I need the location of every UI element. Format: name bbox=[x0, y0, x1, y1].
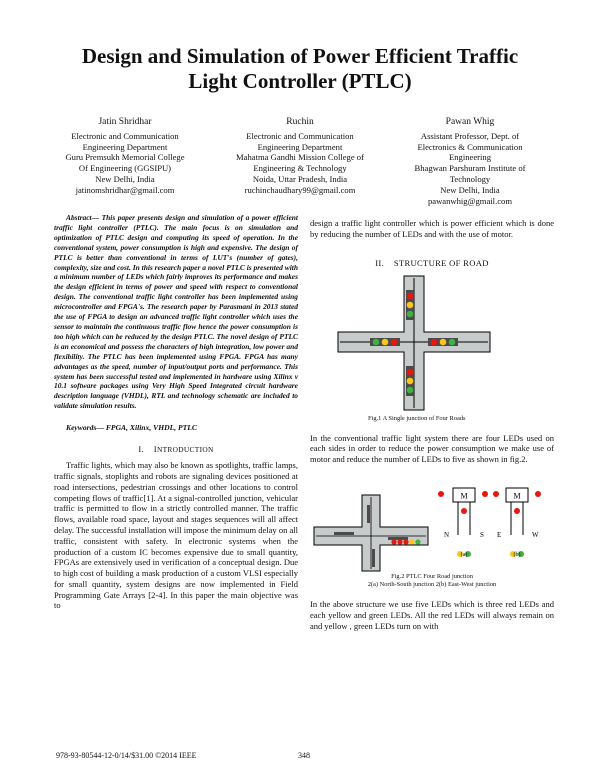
author-2-affil-1: Electronic and Communication bbox=[246, 130, 354, 141]
section-heading-structure bbox=[310, 258, 554, 268]
fig2b-sublabel: (b) bbox=[513, 551, 521, 558]
west-red-light bbox=[391, 338, 398, 345]
section-2-number: II. bbox=[375, 257, 385, 268]
signal-west bbox=[370, 338, 400, 346]
right-paragraph-3: In the above structure we use five LEDs which is three red LEDs and each yellow and green LEDs. All the red LEDs will always remain on and yellow , green LEDs turn on with bbox=[310, 598, 554, 631]
author-1-email: jatinomshridhar@gmail.com bbox=[75, 184, 175, 195]
author-3-affil-5: Technology bbox=[449, 173, 491, 184]
west-green-light bbox=[373, 338, 380, 345]
fig2-pole-south bbox=[372, 549, 375, 567]
fig2-signal-a bbox=[438, 488, 488, 558]
figure-2-caption-line-2: 2(a) North-South junction 2(b) East-West junction bbox=[367, 580, 497, 588]
fig2-junction bbox=[314, 495, 428, 571]
south-yellow-light bbox=[407, 377, 414, 384]
author-1-affil-1: Electronic and Communication bbox=[71, 130, 179, 141]
keywords: Keywords— FPGA, Xilinx, VHDL, PTLC bbox=[66, 423, 197, 433]
section-1-number: I. bbox=[138, 444, 144, 455]
page-number: 348 bbox=[298, 751, 310, 760]
fig2a-sublabel: (a) bbox=[460, 551, 468, 558]
figure-1 bbox=[310, 274, 554, 414]
west-yellow-light bbox=[382, 338, 389, 345]
title-line-2: Light Controller (PTLC) bbox=[188, 69, 412, 93]
author-1-affil-4: Of Engineering (GGSIPU) bbox=[78, 163, 172, 174]
figure-1-diagram bbox=[310, 274, 554, 414]
author-2-affil-2: Engineering Department bbox=[257, 141, 343, 152]
author-3-location: New Delhi, India bbox=[440, 184, 500, 195]
signal-north bbox=[406, 290, 414, 320]
section-heading-introduction bbox=[54, 444, 298, 454]
author-2-email: ruchinchaudhary99@gmail.com bbox=[244, 184, 356, 195]
fig2b-label-w: W bbox=[532, 530, 539, 539]
fig2-junction-yellow bbox=[409, 539, 414, 544]
author-3 bbox=[385, 117, 555, 206]
fig2a-label-s: S bbox=[480, 530, 484, 539]
author-2 bbox=[215, 117, 385, 196]
fig2-junction-red-2 bbox=[397, 539, 402, 544]
east-yellow-light bbox=[440, 338, 447, 345]
fig2-pole-north bbox=[367, 505, 370, 523]
introduction-paragraph: Traffic lights, which may also be known as spotlights, traffic lamps, traffic signals, stoplights and robots are signaling devices positioned at road intersections, pedestrian crossings and other locations to control competing flows of traffic[1]. At a signal-controlled junction, vehicular traffic is permitted to flow in a strictly controlled manner. The traffic flows, available road space, layout and stages sequences will all affect delay. The successful installation will impose the minimum delay on all traffic, consistent with safety. In electronic systems when the production of a custom IC becomes expensive due to small quantity, FPGAs are extensively used in verification of a conceptual design. Due to high cost of building a mask production of a custom VLSI especially for small quantity, system designs are now implemented in Field Programming Gate Arrays [2-4]. In this paper the main objective was to bbox=[54, 460, 298, 611]
author-1-location: New Delhi, India bbox=[95, 173, 155, 184]
author-3-name: Pawan Whig bbox=[445, 117, 495, 127]
north-red-light bbox=[407, 292, 414, 299]
footer-isbn: 978-93-80544-12-0/14/$31.00 ©2014 IEEE bbox=[56, 751, 197, 760]
author-2-name: Ruchin bbox=[286, 117, 314, 127]
north-yellow-light bbox=[407, 301, 414, 308]
section-2-title: STRUCTURE OF ROAD bbox=[393, 257, 489, 268]
right-paragraph-1: design a traffic light controller which is power efficient which is done by reducing the number of LEDs and with the use of motor. bbox=[310, 218, 554, 239]
author-3-affil-3: Engineering bbox=[449, 152, 491, 163]
author-3-email: pawanwhig@gmail.com bbox=[427, 195, 513, 206]
fig2b-red-bottom bbox=[514, 508, 520, 514]
signal-east bbox=[428, 338, 458, 346]
author-2-affil-4: Engineering & Technology bbox=[253, 163, 347, 174]
author-1-affil-3: Guru Premsukh Memorial College bbox=[65, 152, 185, 163]
section-1-initial: I bbox=[153, 444, 157, 455]
author-1-name: Jatin Shridhar bbox=[98, 117, 152, 127]
fig2-junction-green bbox=[415, 539, 420, 544]
fig2-junction-red-3 bbox=[403, 539, 408, 544]
fig2a-red-bottom bbox=[461, 508, 467, 514]
south-red-light bbox=[407, 368, 414, 375]
fig2-signal-b bbox=[493, 488, 541, 558]
fig2-pole-east bbox=[388, 537, 408, 540]
section-1-title-rest: NTRODUCTION bbox=[156, 445, 214, 455]
fig2b-red-right bbox=[535, 491, 541, 497]
author-1-affil-2: Engineering Department bbox=[82, 141, 168, 152]
author-3-affil-4: Bhagwan Parshuram Institute of bbox=[414, 163, 526, 174]
fig2a-label-n: N bbox=[444, 530, 450, 539]
figure-2 bbox=[310, 471, 554, 573]
fig2b-red-left bbox=[493, 491, 499, 497]
author-2-affil-3: Mahatma Gandhi Mission College of bbox=[236, 152, 364, 163]
figure-2-diagram bbox=[310, 471, 554, 573]
signal-south bbox=[406, 366, 414, 396]
paper-title bbox=[40, 44, 560, 94]
fig2a-motor-label: M bbox=[460, 491, 468, 501]
author-2-location: Noida, Uttar Pradesh, India bbox=[252, 173, 348, 184]
fig2-pole-west bbox=[334, 532, 354, 535]
figure-1-caption: Fig.1 A Single junction of Four Roads bbox=[368, 414, 466, 422]
left-column bbox=[54, 213, 298, 611]
fig2b-label-e: E bbox=[497, 530, 502, 539]
fig2-junction-red-1 bbox=[391, 539, 396, 544]
abstract: Abstract— This paper presents design and simulation of a power efficient traffic light controller (PTLC). The main focus is on simulation and optimization of PTLC design and computing its speed of operation. In the conventional system, power consumption is high and expensive. The design of PTLC is better than conventional in terms of LUT's (number of gates), complexity, size and cost. In this research paper a novel PTLC is presented with a minimum number of LEDs which fairly improves its performance and makes the design efficient in terms of power and speed with respect to conventional design. The conventional traffic light controller has been implemented using microcontroller and FPGA's. The research paper by Parasmani in 2013 stated the use of FPGA to design an advanced traffic light controller which uses the sensor to maintain the continuous traffic flow hence the power consumption is too high which can be reduced by the design PTLC. The novel design of PTLC is an economical and possess the characters of high integration, low power and flexibility. The PTLC has been implemented using FPGA. FPGA has many advantages as the speed, number of input/output ports and performance. This system has been successful tested and implemented in hardware using Xilinx v 10.1 software packages using Very High Speed Integrated circuit hardware description language (VHDL), RTL and technology schematic are included to validate simulation results. bbox=[54, 213, 298, 411]
fig2b-motor-label: M bbox=[513, 491, 521, 501]
north-green-light bbox=[407, 310, 414, 317]
east-green-light bbox=[449, 338, 456, 345]
author-1 bbox=[40, 117, 210, 196]
right-column bbox=[310, 218, 554, 631]
figure-2-caption bbox=[310, 573, 554, 589]
fig2a-red-right bbox=[482, 491, 488, 497]
east-red-light bbox=[431, 338, 438, 345]
title-line-1: Design and Simulation of Power Efficient Traffic bbox=[81, 44, 519, 68]
author-3-affil-1: Assistant Professor, Dept. of bbox=[420, 130, 520, 141]
figure-2-caption-line-1: Fig.2 PTLC Four Road junction bbox=[391, 572, 473, 580]
author-3-affil-2: Electronics & Communication bbox=[417, 141, 523, 152]
fig2a-red-left bbox=[438, 491, 444, 497]
right-paragraph-2: In the conventional traffic light system there are four LEDs used on each sides in order to reduce the power consumption we make use of motor and reduce the number of LEDs to five as shown in fig.2. bbox=[310, 432, 554, 465]
south-green-light bbox=[407, 386, 414, 393]
